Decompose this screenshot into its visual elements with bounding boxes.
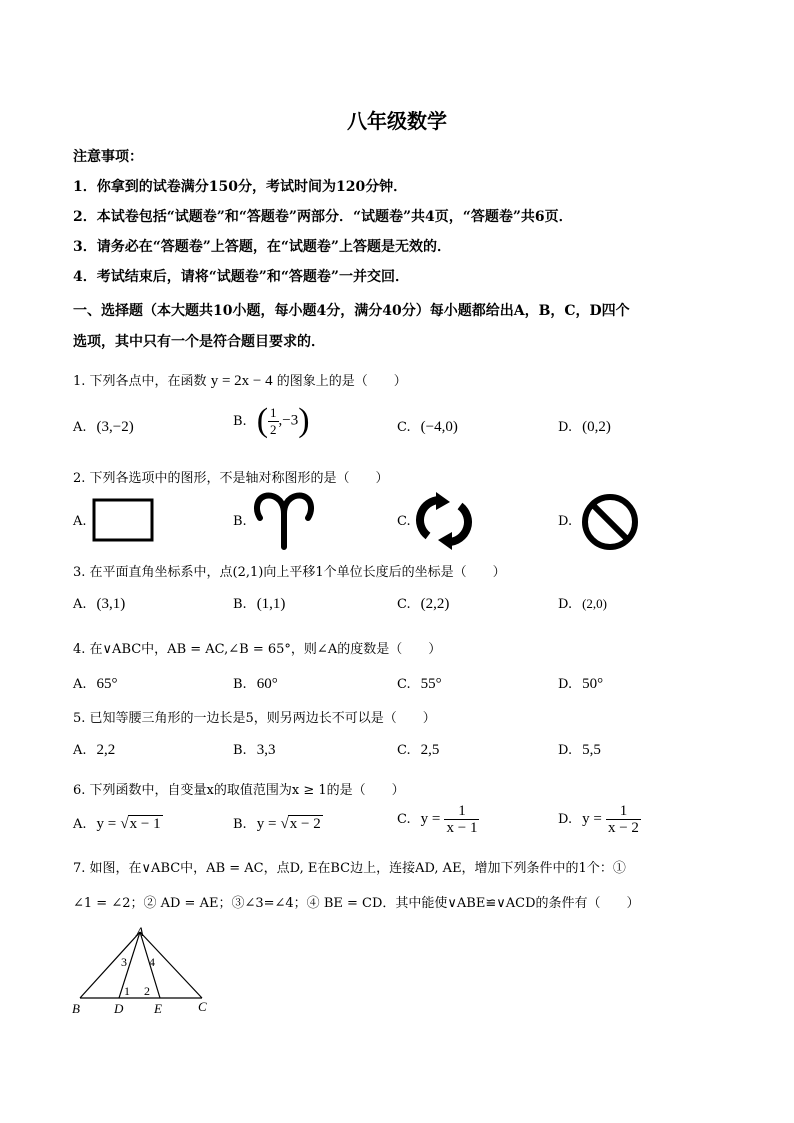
- option-label: D.: [558, 597, 573, 612]
- option-prefix: y =: [420, 811, 441, 827]
- fraction-numerator: 1: [444, 803, 479, 820]
- q3-option-a[interactable]: [73, 596, 125, 613]
- option-label: B.: [233, 743, 247, 758]
- option-label: C.: [397, 420, 411, 435]
- option-value: 50°: [582, 676, 604, 692]
- option-label: A.: [73, 677, 87, 692]
- option-value: 60°: [256, 676, 278, 692]
- option-label: C.: [397, 597, 411, 612]
- q5-option-c[interactable]: [397, 742, 439, 759]
- notice-item: 3．请务必在“答题卷”上答题，在“试题卷”上答题是无效的．: [73, 239, 451, 255]
- option-value: 3,3: [256, 742, 276, 758]
- question-4: 4. 在∨ABC中，AB = AC,∠B = 65°，则∠A的度数是（ ）: [73, 642, 442, 657]
- option-value: (1,1): [256, 596, 286, 612]
- question-7-line2: ∠1 = ∠2；② AD = AE；③∠3=∠4；④ BE = CD．其中能使∨ABE≌∨ACD的条件有（ ）: [73, 896, 640, 911]
- q3-option-c[interactable]: [397, 596, 449, 613]
- option-prefix: y =: [582, 811, 602, 827]
- q5-option-d[interactable]: [558, 742, 601, 759]
- q2-option-d[interactable]: [558, 514, 572, 529]
- notice-item: 2．本试卷包括“试题卷”和“答题卷”两部分．“试题卷”共4页，“答题卷”共6页．: [73, 209, 573, 225]
- notice-heading: 注意事项：: [73, 149, 143, 165]
- option-value: 2,5: [420, 742, 440, 758]
- notice-item: 4．考试结束后，请将“试题卷”和“答题卷”一并交回．: [73, 269, 409, 285]
- option-label: D.: [558, 812, 573, 827]
- q1-option-a[interactable]: [73, 419, 134, 436]
- question-2: 2. 下列各选项中的图形，不是轴对称图形的是（ ）: [73, 471, 389, 486]
- section-heading-line2: 选项，其中只有一个是符合题目要求的．: [73, 334, 325, 350]
- option-label: D.: [558, 677, 573, 692]
- point-e-label: E: [154, 1001, 162, 1016]
- option-label: C.: [397, 743, 411, 758]
- option-label: B.: [233, 817, 247, 832]
- q2-option-b[interactable]: [233, 514, 247, 529]
- fraction-numerator: 1: [270, 404, 277, 420]
- option-value: (3,1): [96, 596, 126, 612]
- option-label: C.: [397, 514, 411, 529]
- question-5: 5. 已知等腰三角形的一边长是5，则另两边长不可以是（ ）: [73, 711, 436, 726]
- question-1-formula: y = 2x − 4: [210, 373, 273, 389]
- vertex-b-label: B: [72, 1001, 80, 1016]
- q4-option-b[interactable]: [233, 676, 278, 693]
- vertex-a-label: A: [136, 924, 144, 939]
- option-label: B.: [233, 597, 247, 612]
- vertex-c-label: C: [198, 999, 207, 1014]
- angle-2-label: 2: [144, 984, 150, 998]
- q3-option-d[interactable]: [558, 596, 607, 612]
- radicand: x − 2: [289, 816, 321, 832]
- q5-option-a[interactable]: [73, 742, 115, 759]
- question-6: 6. 下列函数中，自变量x的取值范围为x ≥ 1的是（ ）: [73, 783, 405, 798]
- option-value: 65°: [96, 676, 118, 692]
- q2-option-c[interactable]: [397, 514, 411, 529]
- question-1: [73, 370, 407, 390]
- side-ab: [80, 932, 140, 998]
- question-1-suffix: 的图象上的是（ ）: [276, 374, 407, 389]
- option-label: A.: [73, 514, 87, 529]
- question-7-line1: 7. 如图，在∨ABC中，AB = AC，点D, E在BC边上，连接AD, AE，增加下列条件中的1个：①: [73, 861, 626, 876]
- q6-option-a[interactable]: A. y = √x − 1: [73, 816, 161, 832]
- option-label: D.: [558, 743, 573, 758]
- aries-symbol-icon: [252, 492, 316, 550]
- question-3: 3. 在平面直角坐标系中，点(2,1)向上平移1个单位长度后的坐标是（ ）: [73, 565, 506, 580]
- option-value: (0,2): [582, 419, 611, 435]
- option-label: B.: [233, 514, 247, 529]
- angle-1-label: 1: [124, 984, 130, 998]
- option-label: C.: [397, 812, 411, 827]
- option-label: A.: [73, 743, 87, 758]
- page-title: 八年级数学: [347, 109, 447, 133]
- fraction-denominator: x − 2: [607, 820, 639, 836]
- option-label: C.: [397, 677, 411, 692]
- q1-option-b[interactable]: B. ( $\frac{1}{2}$ ,−3): [233, 402, 310, 439]
- option-value: (−4,0): [420, 419, 458, 435]
- option-label: B.: [233, 677, 247, 692]
- q3-option-b[interactable]: [233, 596, 285, 613]
- option-label: B.: [233, 413, 247, 429]
- fraction-denominator: x − 1: [446, 820, 478, 836]
- option-value: (2,2): [420, 596, 450, 612]
- q1-option-c[interactable]: [397, 419, 458, 436]
- option-value: 55°: [420, 676, 442, 692]
- q6-option-c[interactable]: [397, 803, 479, 836]
- rectangle-icon: [92, 498, 156, 544]
- q4-option-c[interactable]: [397, 676, 442, 693]
- q2-option-a[interactable]: [73, 514, 87, 529]
- option-label: A.: [73, 420, 87, 435]
- option-value: (3,−2): [96, 419, 134, 435]
- option-prefix: y =: [256, 816, 277, 832]
- notice-item: 1．你拿到的试卷满分150分，考试时间为120分钟．: [73, 179, 408, 195]
- option-label: A.: [73, 817, 87, 832]
- option-value: (2,0): [582, 596, 608, 611]
- q1-option-d[interactable]: [558, 419, 611, 436]
- option-prefix: y =: [96, 816, 117, 832]
- q6-option-b[interactable]: B. y = √x − 2: [233, 816, 321, 832]
- option-value: ,−3: [278, 412, 299, 429]
- option-value: 5,5: [582, 742, 601, 758]
- option-label: A.: [73, 597, 87, 612]
- q4-option-a[interactable]: [73, 676, 118, 693]
- prohibition-sign-icon: [580, 492, 640, 552]
- point-d-label: D: [114, 1001, 124, 1016]
- fraction-denominator: 2: [270, 421, 277, 437]
- question-1-prefix: 1. 下列各点中，在函数: [73, 374, 207, 389]
- q6-option-d[interactable]: [558, 803, 641, 836]
- q5-option-b[interactable]: [233, 742, 275, 759]
- radicand: x − 1: [129, 816, 161, 832]
- angle-3-label: 3: [121, 955, 127, 969]
- section-heading-line1: 一、选择题（本大题共10小题，每小题4分，满分40分）每小题都给出A，B，C，D四个: [73, 303, 630, 319]
- angle-4-label: 4: [149, 955, 155, 969]
- option-label: D.: [558, 420, 573, 435]
- option-label: D.: [558, 514, 573, 529]
- fraction-numerator: 1: [606, 803, 641, 820]
- option-value: 2,2: [96, 742, 116, 758]
- circular-arrows-icon: [414, 490, 474, 552]
- q4-option-d[interactable]: [558, 676, 603, 693]
- triangle-figure: [68, 922, 218, 1018]
